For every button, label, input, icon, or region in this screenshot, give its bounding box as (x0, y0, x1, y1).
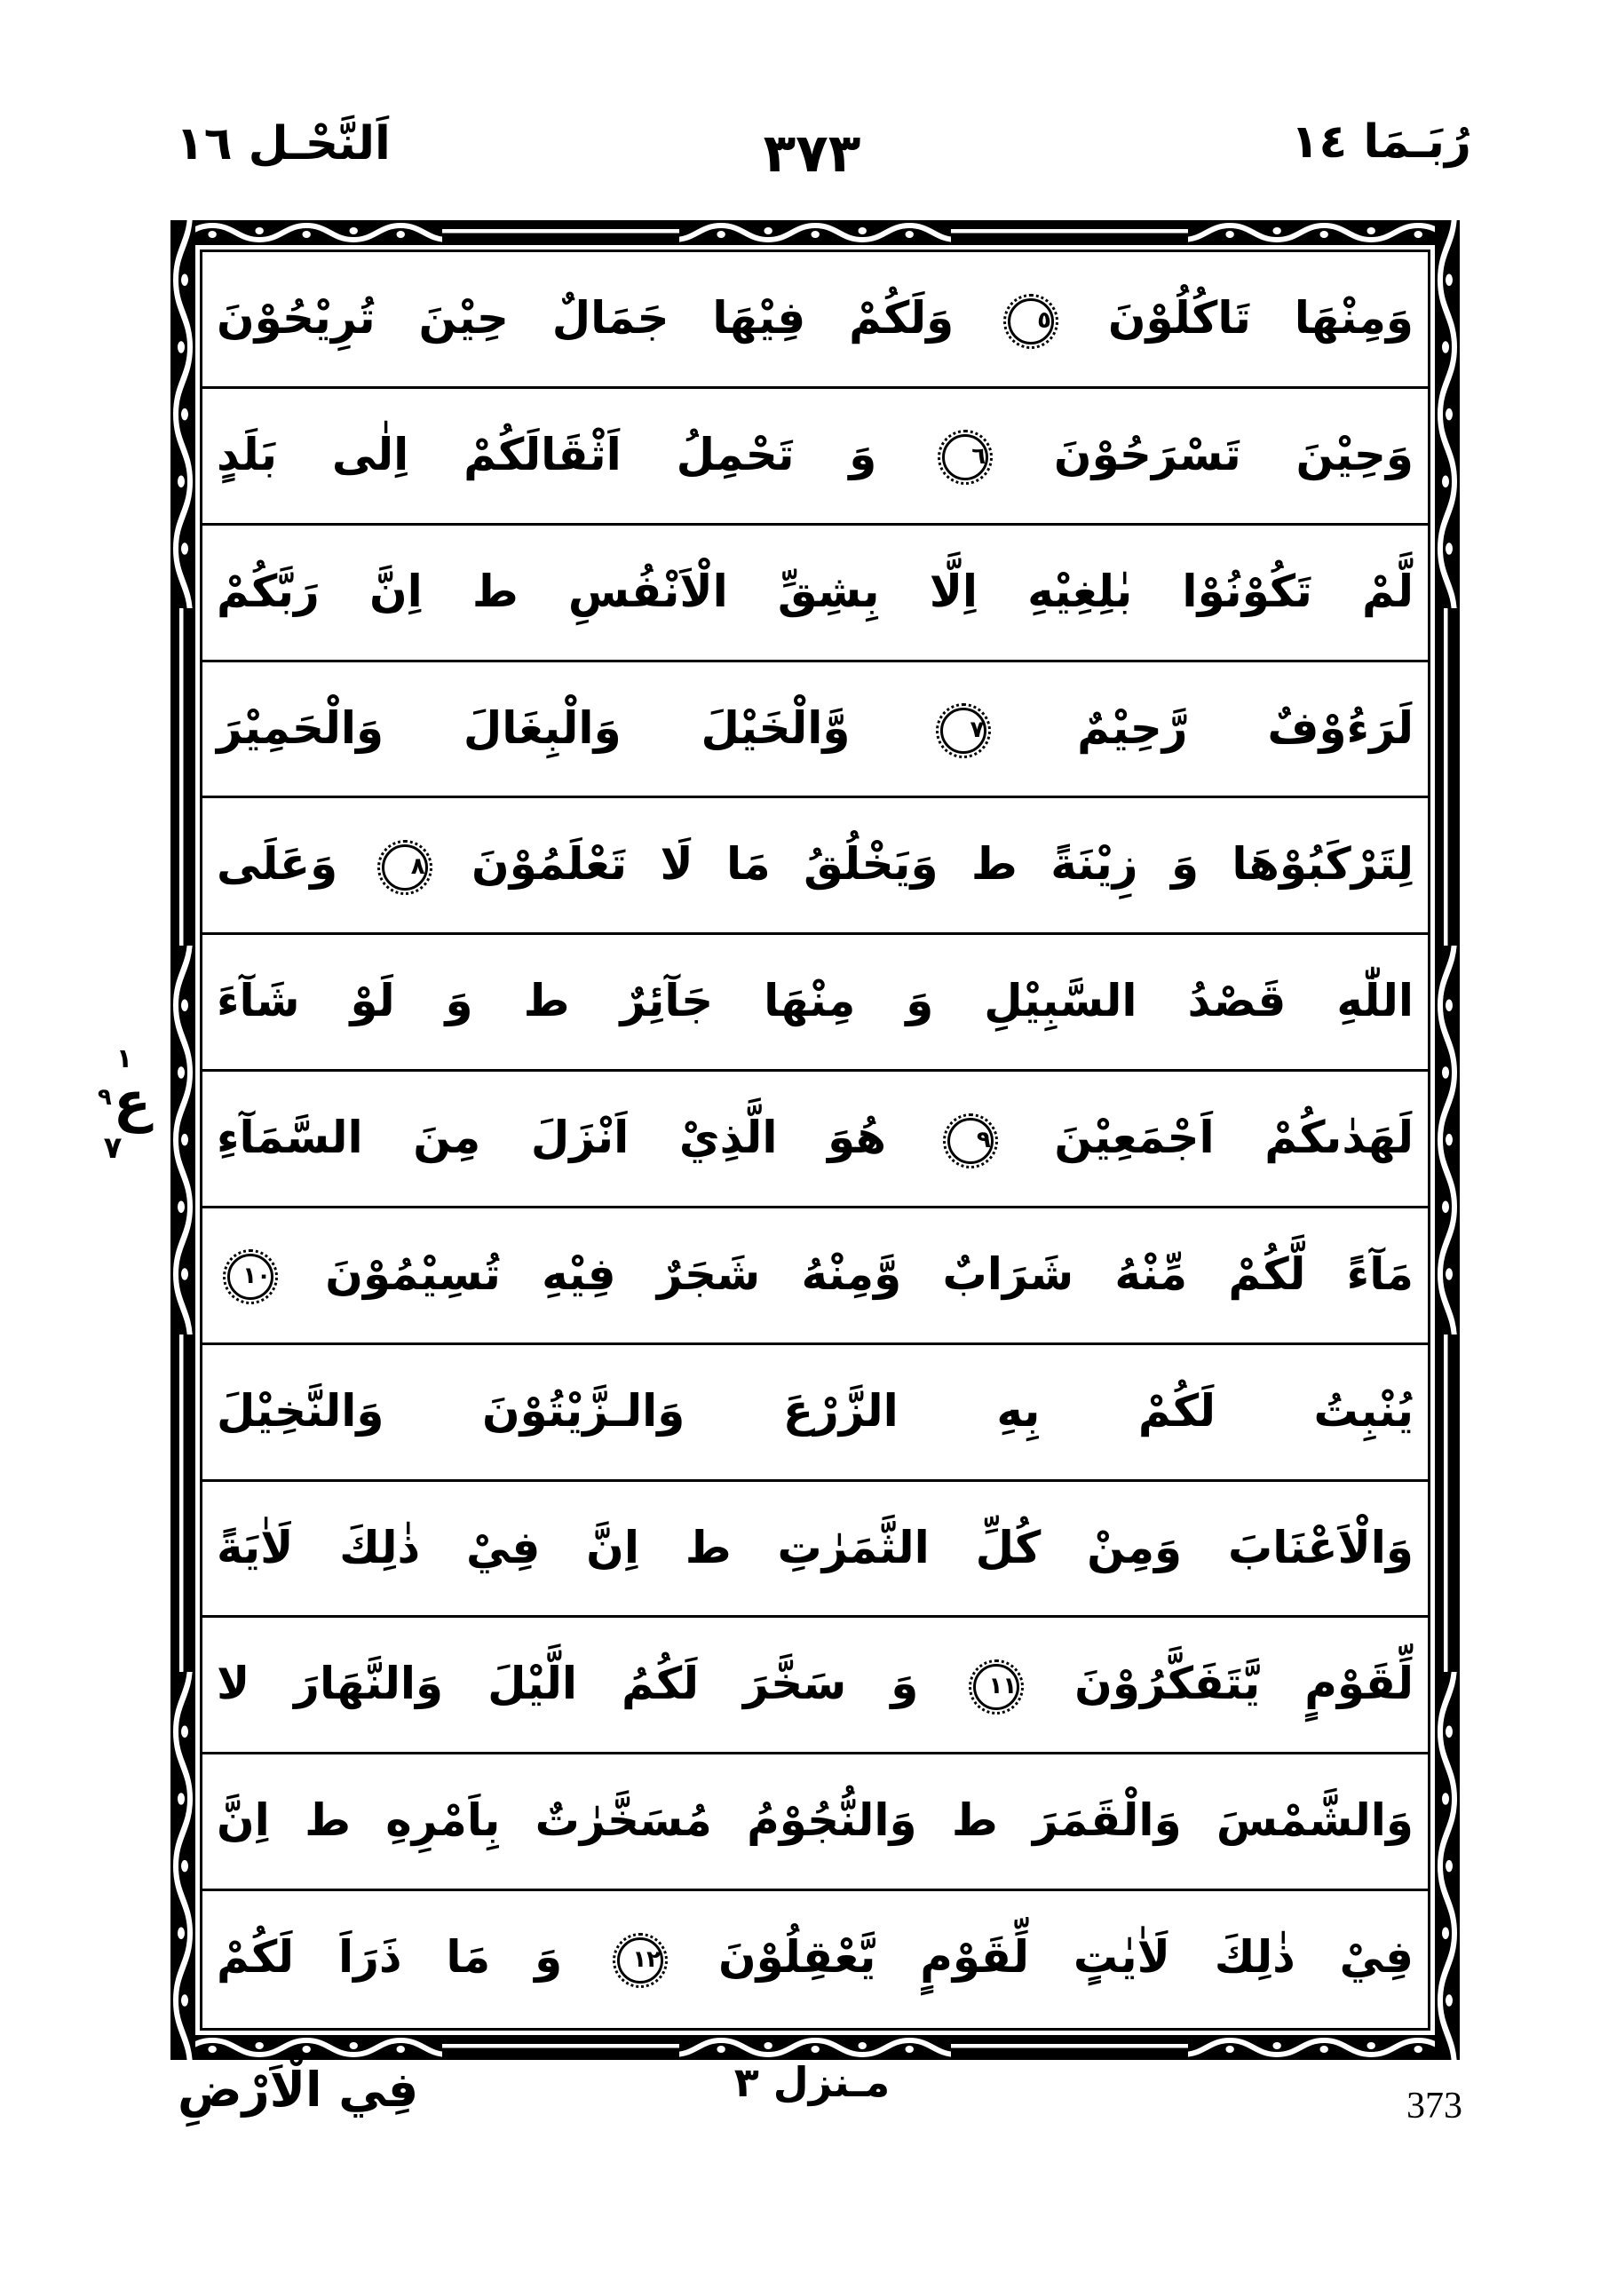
vine-scroll-ornament (1435, 946, 1460, 1334)
verse-end-rosette: ٩ (947, 1118, 994, 1164)
border-rule-segment (442, 220, 678, 245)
line-text: وَحِيْنَ تَسْرَحُوْنَ (1053, 428, 1414, 480)
vine-scroll-ornament (170, 1672, 195, 2060)
ruku-marker (80, 1043, 169, 1166)
verse-end-rosette: ٦ (942, 434, 988, 480)
page-number-arabic: ٣٧٣ (763, 123, 861, 185)
verse-end-rosette: ١١ (973, 1664, 1019, 1710)
line-text: اللّٰهِ قَصْدُ السَّبِيْلِ وَ مِنْهَا جَآئِرٌ ط وَ لَوْ شَآءَ (217, 975, 1414, 1027)
verse-end-rosette: ٧ (940, 708, 986, 754)
line-text: وَ مَا ذَرَاَ لَكُمْ (217, 1931, 563, 1984)
ruku-juz-count: ٧ (103, 1130, 123, 1166)
juz-label: رُبَـمَا ١٤ (1290, 115, 1471, 169)
line-text: وَّالْخَيْلَ وَالْبِغَالَ وَالْحَمِيْرَ (217, 701, 851, 754)
line-text: وَمِنْهَا تَاكُلُوْنَ (1107, 292, 1414, 344)
surah-label: اَلنَّحْـل ١٦ (176, 117, 391, 170)
quran-line-4 (202, 662, 1428, 799)
vine-scroll-ornament (1188, 2035, 1460, 2060)
border-rule-segment (951, 2035, 1187, 2060)
border-rule-segment (170, 608, 195, 946)
catchword: فِي الْاَرْضِ (178, 2062, 419, 2118)
vine-scroll-ornament (1188, 220, 1460, 245)
line-text: هُوَ الَّذِيْ اَنْزَلَ مِنَ السَّمَآءِ (217, 1112, 887, 1164)
quran-line-11 (202, 1618, 1428, 1754)
line-text: لَّمْ تَكُوْنُوْا بٰلِغِيْهِ اِلَّا بِشِقِّ الْاَنْفُسِ ط اِنَّ رَبَّكُمْ (217, 565, 1414, 617)
line-text: لَهَدٰىكُمْ اَجْمَعِيْنَ (1054, 1112, 1414, 1164)
quran-line-13 (202, 1891, 1428, 2028)
vine-scroll-ornament (170, 946, 195, 1334)
border-rule-segment (1435, 1334, 1460, 1672)
vine-scroll-ornament (170, 2035, 442, 2060)
line-text: لِّقَوْمٍ يَّتَفَكَّرُوْنَ (1074, 1658, 1414, 1710)
line-text: يُنْبِتُ لَكُمْ بِهِ الزَّرْعَ وَالـزَّيْتُوْنَ وَالنَّخِيْلَ (217, 1384, 1414, 1437)
ruku-verse-count: ٩ (97, 1084, 112, 1111)
line-text: فِيْ ذٰلِكَ لَاٰيٰتٍ لِّقَوْمٍ يَّعْقِلُوْنَ (717, 1931, 1414, 1984)
ruku-ain-letter: ع (113, 1069, 152, 1134)
line-text: وَ سَخَّرَ لَكُمُ الَّيْلَ وَالنَّهَارَ لا (217, 1658, 919, 1710)
ruku-number: ١ (115, 1043, 133, 1074)
quran-line-10 (202, 1482, 1428, 1619)
line-text: وَعَلَى (217, 838, 338, 891)
quran-line-6 (202, 935, 1428, 1072)
quran-line-8 (202, 1208, 1428, 1345)
verse-end-rosette: ١٢ (617, 1937, 663, 1984)
quran-line-9 (202, 1345, 1428, 1482)
quran-line-2 (202, 389, 1428, 526)
vine-scroll-ornament (170, 220, 442, 245)
verse-end-rosette: ٨ (382, 844, 428, 891)
border-rule-segment (951, 220, 1187, 245)
line-text: لِتَرْكَبُوْهَا وَ زِيْنَةً ط وَيَخْلُقُ مَا لَا تَعْلَمُوْنَ (471, 838, 1414, 891)
line-text: وَالشَّمْسَ وَالْقَمَرَ ط وَالنُّجُوْمُ مُسَخَّرٰتٌ بِاَمْرِهِ ط اِنَّ (217, 1794, 1414, 1847)
line-text: لَرَءُوْفٌ رَّحِيْمٌ (1077, 701, 1414, 754)
quran-line-12 (202, 1754, 1428, 1891)
quran-text-area (202, 252, 1428, 2028)
line-text: وَ تَحْمِلُ اَثْقَالَكُمْ اِلٰى بَلَدٍ (217, 428, 877, 480)
page-number: 373 (1406, 2086, 1462, 2126)
border-ornament-bottom (170, 2035, 1460, 2060)
border-rule-segment (1435, 608, 1460, 946)
line-text: وَلَكُمْ فِيْهَا جَمَالٌ حِيْنَ تُرِيْحُوْنَ (217, 292, 955, 344)
ornamental-frame (170, 220, 1460, 2060)
vine-scroll-ornament (679, 2035, 951, 2060)
border-ornament-top (170, 220, 1460, 245)
vine-scroll-ornament (679, 220, 951, 245)
vine-scroll-ornament (170, 220, 195, 608)
line-text: مَآءً لَّكُمْ مِّنْهُ شَرَابٌ وَّمِنْهُ شَجَرٌ فِيْهِ تُسِيْمُوْنَ (325, 1247, 1414, 1300)
quran-line-5 (202, 798, 1428, 935)
quran-line-7 (202, 1072, 1428, 1208)
manzil-label: مـنزل ٣ (733, 2058, 891, 2106)
vine-scroll-ornament (1435, 220, 1460, 608)
border-rule-segment (442, 2035, 678, 2060)
line-text: وَالْاَعْنَابَ وَمِنْ كُلِّ الثَّمَرٰتِ ط اِنَّ فِيْ ذٰلِكَ لَاٰيَةً (217, 1521, 1414, 1573)
verse-end-rosette: ١٠ (227, 1254, 273, 1300)
verse-end-rosette: ٥ (1008, 298, 1054, 345)
quran-line-1 (202, 252, 1428, 389)
border-ornament-left (170, 220, 195, 2060)
border-ornament-right (1435, 220, 1460, 2060)
border-rule-segment (170, 1334, 195, 1672)
vine-scroll-ornament (1435, 1672, 1460, 2060)
quran-line-3 (202, 526, 1428, 662)
